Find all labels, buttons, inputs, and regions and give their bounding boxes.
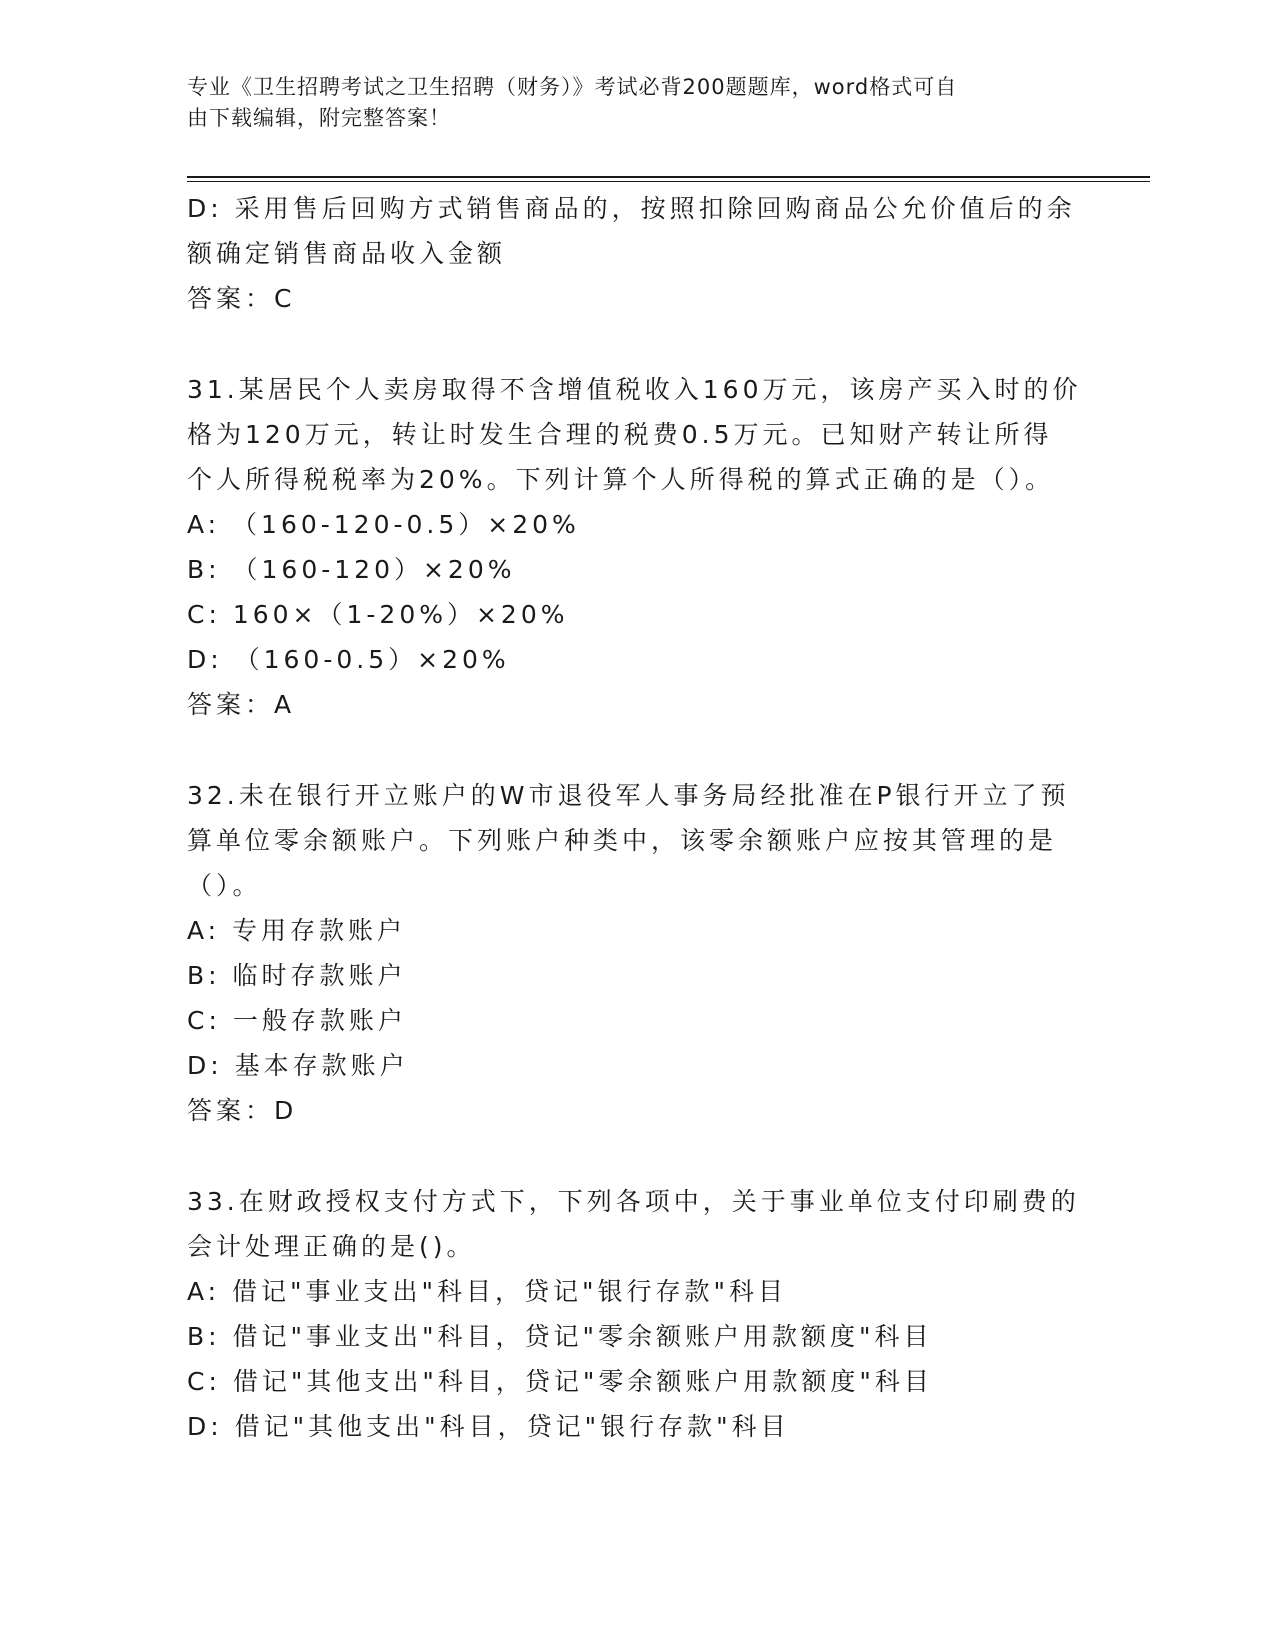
document-header bbox=[187, 72, 1067, 134]
header-line-1: 专业《卫生招聘考试之卫生招聘（财务）》考试必背200题题库，word格式可自 bbox=[187, 75, 958, 99]
option-b: B: 借记"事业支出"科目，贷记"零余额账户用款额度"科目 bbox=[187, 1322, 933, 1351]
option-d: D: 采用售后回购方式销售商品的，按照扣除回购商品公允价值后的余 bbox=[187, 194, 1076, 223]
option-c: C: 借记"其他支出"科目，贷记"零余额账户用款额度"科目 bbox=[187, 1367, 933, 1396]
question-stem-line: 个人所得税税率为20%。下列计算个人所得税的算式正确的是（）。 bbox=[187, 465, 1055, 494]
question-32 bbox=[187, 773, 1077, 1133]
question-stem-line: 31.某居民个人卖房取得不含增值税收入160万元，该房产买入时的价 bbox=[187, 375, 1082, 404]
option-b: B: 临时存款账户 bbox=[187, 961, 407, 990]
option-d-continued: 额确定销售商品收入金额 bbox=[187, 239, 507, 268]
question-stem-line: 32.未在银行开立账户的W市退役军人事务局经批准在P银行开立了预 bbox=[187, 781, 1070, 810]
question-stem-line: 会计处理正确的是()。 bbox=[187, 1232, 476, 1261]
document-body bbox=[187, 186, 1082, 1449]
previous-question-tail bbox=[187, 186, 1077, 321]
question-stem-line: 格为120万元，转让时发生合理的税费0.5万元。已知财产转让所得 bbox=[187, 420, 1053, 449]
option-a: A: （160-120-0.5）×20% bbox=[187, 510, 580, 539]
header-line-2: 由下载编辑，附完整答案！ bbox=[187, 106, 451, 130]
option-c: C: 一般存款账户 bbox=[187, 1006, 407, 1035]
option-a: A: 借记"事业支出"科目，贷记"银行存款"科目 bbox=[187, 1277, 788, 1306]
header-divider-thin bbox=[187, 181, 1150, 182]
option-d: D: 基本存款账户 bbox=[187, 1051, 409, 1080]
option-b: B: （160-120）×20% bbox=[187, 555, 516, 584]
option-d: D: （160-0.5）×20% bbox=[187, 645, 510, 674]
question-stem-line: 算单位零余额账户。下列账户种类中，该零余额账户应按其管理的是 bbox=[187, 826, 1058, 855]
question-31 bbox=[187, 367, 1082, 727]
option-a: A: 专用存款账户 bbox=[187, 916, 407, 945]
option-d: D: 借记"其他支出"科目，贷记"银行存款"科目 bbox=[187, 1412, 790, 1441]
header-divider-thick bbox=[187, 176, 1150, 178]
answer-line: 答案：C bbox=[187, 284, 296, 313]
question-stem-line: 33.在财政授权支付方式下，下列各项中，关于事业单位支付印刷费的 bbox=[187, 1187, 1080, 1216]
option-c: C: 160×（1-20%）×20% bbox=[187, 600, 569, 629]
question-stem-line: （）。 bbox=[187, 871, 262, 900]
question-33 bbox=[187, 1179, 1080, 1449]
answer-line: 答案：A bbox=[187, 690, 296, 719]
answer-line: 答案：D bbox=[187, 1096, 298, 1125]
